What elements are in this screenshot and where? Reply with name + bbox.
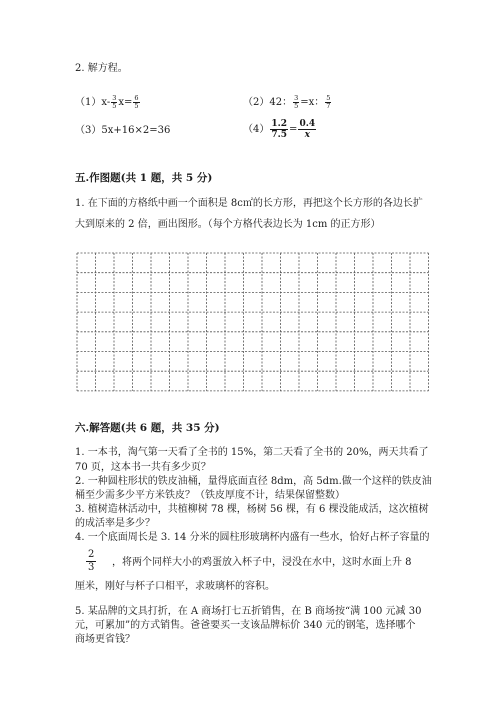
sec6-line-2: 70 页，这本书一共有多少页？ (75, 462, 211, 473)
eq2-mid: =x： (300, 97, 325, 108)
section-5-title: 五.作图题(共 1 题，共 5 分) (75, 172, 213, 184)
section-6-title: 六.解答题(共 6 题，共 35 分) (75, 422, 220, 434)
sec6-line-7: 4. 一个底面周长是 3. 14 分米的圆柱形玻璃杯内盛有一些水，恰好占杯子容量的 (75, 532, 430, 543)
eq2-fraction-2: $\frac{5}{7}$ (326, 94, 331, 110)
sec6-line-5: 3. 植树造林活动中，共植柳树 78 棵，杨树 56 棵，有 6 棵没能成活，这次植树 (75, 504, 429, 515)
eq1-label: （1）x- (75, 97, 111, 108)
q5-line-1: 5. 某品牌的文具打折，在 A 商场打七五折销售，在 B 商场按“满 100 元减 30 (75, 606, 422, 617)
q5-line-3: 商场更省钱？ (75, 634, 135, 645)
eq1-fraction-1: $\frac{3}{5}$ (112, 94, 117, 110)
sec5-q1-line2: 大到原来的 2 倍，画出图形。（每个方格代表边长为 1cm 的正方形） (75, 219, 381, 230)
eq4-mid: = (289, 124, 298, 135)
eq4-fraction-1: $\frac{1.2}{7.5}$ (271, 119, 288, 140)
sec6-line-4: 桶至少需多少平方米铁皮？（铁皮厚度不计，结果保留整数） (75, 490, 345, 501)
eq4-fraction-2: $\frac{0.4}{x}$ (299, 119, 316, 140)
grid-paper[interactable] (76, 252, 430, 392)
q4-fraction: $\frac{2}{3}$ (88, 549, 95, 573)
sec5-q1-line1: 1. 在下面的方格纸中画一个面积是 8c㎡的长方形，再把这个长方形的各边长扩 (75, 198, 423, 209)
eq1-mid: x= (118, 97, 133, 108)
q2-heading: 2. 解方程。 (75, 63, 128, 74)
equation-3: （3）5x+16×2=36 (75, 125, 171, 136)
sec6-line-1: 1. 一本书，淘气第一天看了全书的 15%，第二天看了全书的 20%，两天共看了 (75, 447, 429, 458)
eq1-fraction-2: $\frac{6}{5}$ (134, 94, 139, 110)
eq2-fraction-1: $\frac{3}{5}$ (294, 94, 299, 110)
sec6-line-6: 的成活率是多少？ (75, 518, 155, 529)
q4-continuation-1: ，将两个同样大小的鸡蛋放入杯子中，浸没在水中，这时水面上升 8 (112, 557, 412, 568)
sec6-line-3: 2. 一种圆柱形状的铁皮油桶，量得底面直径 8dm，高 5dm.做一个这样的铁皮油 (75, 476, 432, 487)
eq2-label: （2）42： (243, 97, 293, 108)
q5-line-2: 元，可累加”的方式销售。爸爸要买一支该品牌标价 340 元的钢笔，选择哪个 (75, 620, 416, 631)
q4-continuation-2: 厘米，刚好与杯子口相平，求玻璃杯的容积。 (75, 581, 275, 592)
equation-4 (243, 119, 317, 140)
eq4-label: （4） (243, 124, 270, 135)
equation-2 (243, 95, 332, 110)
equation-1 (75, 95, 141, 110)
